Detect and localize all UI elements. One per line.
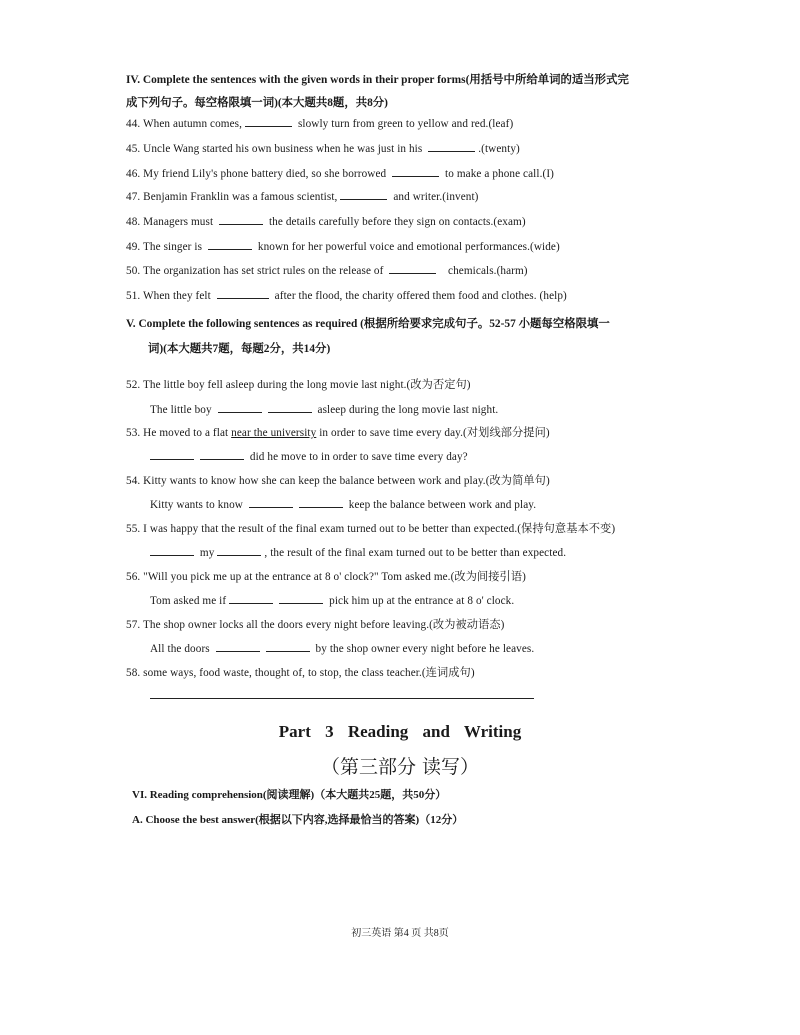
part-3-subtitle: （第三部分 读写） [320, 756, 480, 778]
section-4-heading-line2: 成下列句子。每空格限填一词)(本大题共8题，共8分) [126, 97, 388, 109]
question-55-answer-text-a: my [199, 547, 215, 559]
question-53-text-a: 53. He moved to a flat [126, 427, 229, 439]
answer-blank[interactable] [200, 449, 244, 460]
question-52-answer-text-b: asleep during the long movie last night. [317, 404, 499, 416]
question-52-answer-text-a: The little boy [150, 404, 212, 416]
question-57-answer-text-a: All the doors [150, 643, 210, 655]
answer-blank[interactable] [389, 263, 436, 274]
section-4-heading-line1: IV. Complete the sentences with the given words in their proper forms(用括号中所给单词的适当形式完 [126, 74, 629, 86]
section-5-heading-line2: 词)(本大题共7题，每题2分，共14分) [148, 343, 331, 355]
answer-blank[interactable] [266, 641, 310, 652]
answer-blank[interactable] [229, 593, 273, 604]
question-50-text-b: chemicals.(harm) [448, 265, 528, 277]
question-48-text-b: the details carefully before they sign on contacts.(exam) [268, 216, 526, 228]
answer-blank[interactable] [279, 593, 323, 604]
question-49-text-b: known for her powerful voice and emotional performances.(wide) [257, 241, 560, 253]
section-5-heading-line1: V. Complete the following sentences as required (根据所给要求完成句子。52-57 小题每空格限填一 [126, 318, 610, 330]
answer-blank[interactable] [150, 449, 194, 460]
question-55: 55. I was happy that the result of the final exam turned out to be better than expected.(保持句意基本不变) [126, 523, 616, 535]
question-55-answer [150, 545, 566, 559]
question-54-answer-text-b: keep the balance between work and play. [348, 499, 537, 511]
question-54-answer-text-a: Kitty wants to know [150, 499, 243, 511]
answer-blank[interactable] [208, 239, 252, 250]
question-56: 56. "Will you pick me up at the entrance at 8 o' clock?" Tom asked me.(改为间接引语) [126, 571, 526, 583]
question-44-text-b: slowly turn from green to yellow and red.(leaf) [297, 118, 514, 130]
question-52-answer [150, 402, 498, 416]
answer-blank[interactable] [299, 497, 343, 508]
question-57-answer [150, 641, 534, 655]
question-57: 57. The shop owner locks all the doors every night before leaving.(改为被动语态) [126, 619, 505, 631]
page-footer: 初三英语 第4 页 共8页 [351, 928, 449, 939]
answer-blank[interactable] [340, 189, 387, 200]
question-53-answer [150, 449, 468, 463]
question-51 [126, 288, 567, 302]
question-50 [126, 263, 528, 277]
question-57-answer-text-b: by the shop owner every night before he leaves. [315, 643, 535, 655]
answer-blank[interactable] [428, 141, 475, 152]
part-3-title: Part 3 Reading and Writing [278, 722, 522, 741]
question-47 [126, 189, 479, 203]
question-46-text-b: to make a phone call.(I) [445, 168, 554, 180]
question-58-answer-line[interactable] [150, 698, 534, 699]
question-51-text-b: after the flood, the charity offered them food and clothes. (help) [274, 290, 567, 302]
question-58: 58. some ways, food waste, thought of, to stop, the class teacher.(连词成句) [126, 667, 475, 679]
answer-blank[interactable] [216, 641, 260, 652]
question-56-answer-text-a: Tom asked me if [150, 595, 227, 607]
question-44 [126, 116, 513, 130]
question-45-text-a: 45. Uncle Wang started his own business when he was just in his [126, 143, 423, 155]
answer-blank[interactable] [218, 402, 262, 413]
question-53 [126, 424, 550, 440]
section-6-heading: VI. Reading comprehension(阅读理解)（本大题共25题，共50分） [132, 789, 447, 801]
question-53-underlined: near the university [231, 427, 317, 439]
answer-blank[interactable] [249, 497, 293, 508]
question-46 [126, 166, 554, 180]
question-46-text-a: 46. My friend Lily's phone battery died, so she borrowed [126, 168, 387, 180]
question-49-text-a: 49. The singer is [126, 241, 203, 253]
answer-blank[interactable] [217, 288, 269, 299]
question-49 [126, 239, 560, 253]
question-48 [126, 214, 526, 228]
question-47-text-a: 47. Benjamin Franklin was a famous scientist, [126, 191, 338, 203]
answer-blank[interactable] [150, 545, 194, 556]
question-53-text-b: in order to save time every day.(对划线部分提问) [319, 427, 550, 439]
question-56-answer [150, 593, 514, 607]
question-45-text-b: .(twenty) [478, 143, 520, 155]
question-54-answer [150, 497, 536, 511]
question-53-answer-text: did he move to in order to save time every day? [249, 451, 468, 463]
question-48-text-a: 48. Managers must [126, 216, 214, 228]
answer-blank[interactable] [245, 116, 292, 127]
question-54: 54. Kitty wants to know how she can keep the balance between work and play.(改为简单句) [126, 475, 550, 487]
question-44-text-a: 44. When autumn comes, [126, 118, 243, 130]
question-55-answer-text-b: , the result of the final exam turned out to be better than expected. [264, 547, 567, 559]
section-6-sub-a: A. Choose the best answer(根据以下内容,选择最恰当的答案)（12分） [132, 814, 464, 826]
question-47-text-b: and writer.(invent) [393, 191, 479, 203]
question-45 [126, 141, 520, 155]
answer-blank[interactable] [268, 402, 312, 413]
answer-blank[interactable] [392, 166, 439, 177]
question-50-text-a: 50. The organization has set strict rules on the release of [126, 265, 384, 277]
question-56-answer-text-b: pick him up at the entrance at 8 o' clock. [329, 595, 515, 607]
answer-blank[interactable] [219, 214, 263, 225]
question-52: 52. The little boy fell asleep during the long movie last night.(改为否定句) [126, 379, 471, 391]
question-51-text-a: 51. When they felt [126, 290, 211, 302]
answer-blank[interactable] [217, 545, 261, 556]
